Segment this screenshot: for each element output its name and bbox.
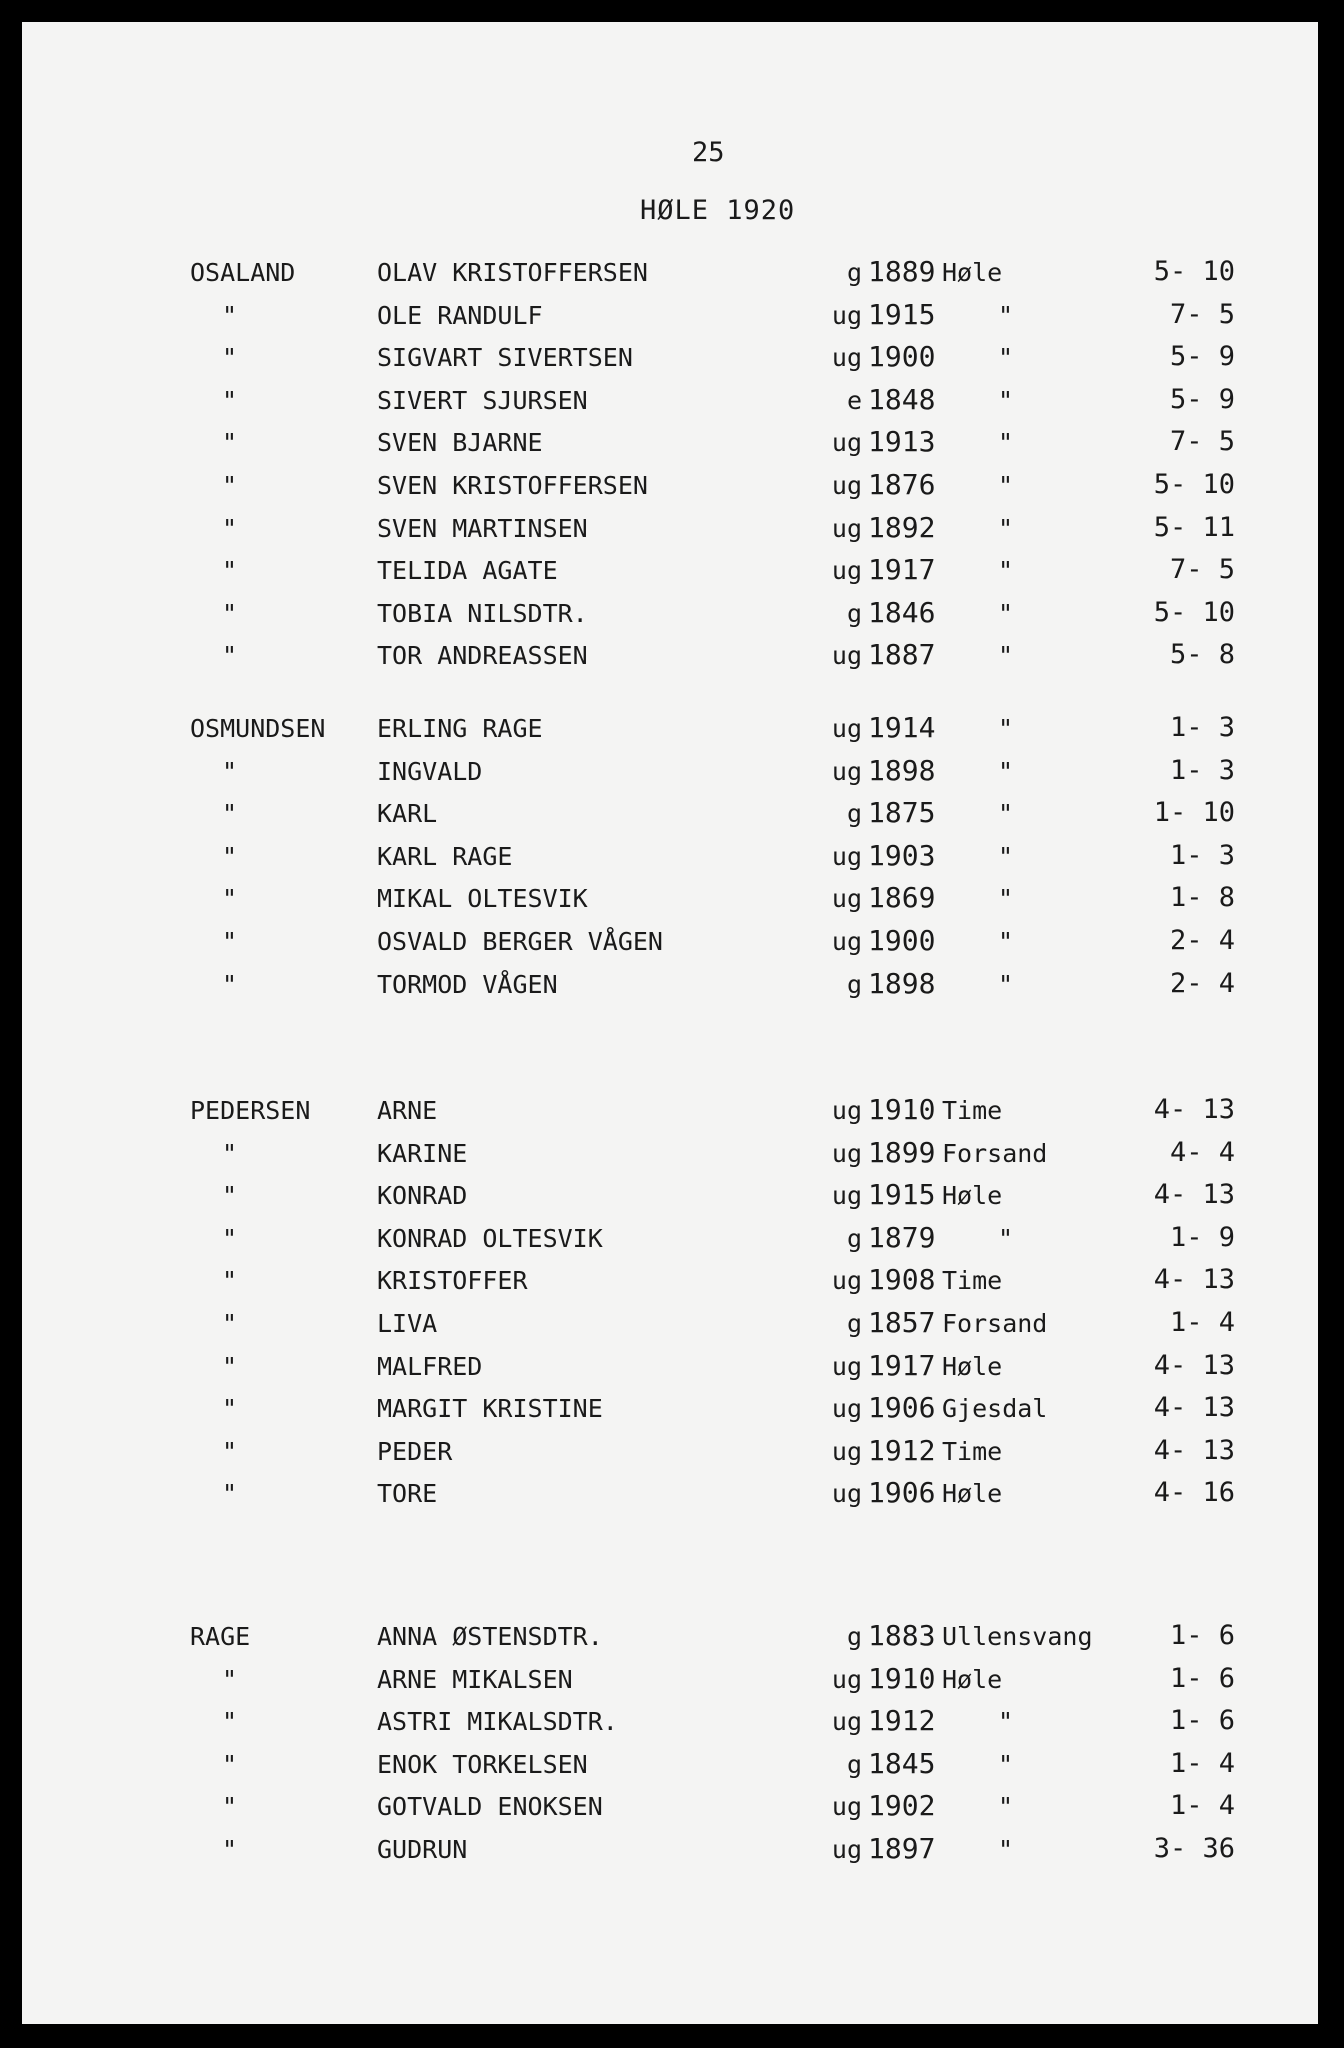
given-name-cell: INGVALD <box>377 756 483 786</box>
given-name-cell: OSVALD BERGER VÅGEN <box>377 926 663 956</box>
birthplace-cell: Høle <box>942 1479 1003 1509</box>
birthplace-cell: Høle <box>942 1664 1003 1694</box>
birth-year-cell: 1917 <box>868 553 936 587</box>
birthplace-cell: Gjesdal <box>942 1394 1048 1424</box>
farm-number-cell: 1- 3 <box>1169 712 1235 743</box>
table-row <box>22 378 1318 421</box>
surname-cell: " <box>222 428 238 458</box>
marital-status-cell: ug <box>831 513 862 543</box>
table-row <box>22 706 1318 749</box>
birthplace-cell: " <box>998 1834 1014 1864</box>
given-name-cell: SIGVART SIVERTSEN <box>377 343 633 373</box>
marital-status-cell: g <box>846 969 862 999</box>
birth-year-cell: 1848 <box>868 382 936 416</box>
birthplace-cell: " <box>998 1749 1014 1779</box>
surname-cell: " <box>222 1707 238 1737</box>
marital-status-cell: g <box>846 598 862 628</box>
birth-year-cell: 1898 <box>868 753 936 787</box>
table-row <box>22 1471 1318 1514</box>
birth-year-cell: 1875 <box>868 796 936 830</box>
table-row <box>22 250 1318 293</box>
surname-cell: " <box>222 1266 238 1296</box>
table-row <box>22 1827 1318 1870</box>
marital-status-cell: ug <box>831 756 862 786</box>
given-name-cell: SVEN MARTINSEN <box>377 513 588 543</box>
surname-cell: " <box>222 1749 238 1779</box>
farm-number-cell: 7- 5 <box>1169 554 1235 586</box>
marital-status-cell: g <box>846 1308 862 1338</box>
table-row <box>22 1216 1318 1259</box>
table-row <box>22 919 1318 962</box>
marital-status-cell: ug <box>831 1834 862 1864</box>
farm-number-cell: 2- 4 <box>1169 924 1235 956</box>
farm-number-cell: 1- 9 <box>1169 1221 1235 1253</box>
birth-year-cell: 1912 <box>868 1704 936 1738</box>
given-name-cell: TELIDA AGATE <box>377 556 558 586</box>
farm-number-cell: 4- 13 <box>1153 1434 1235 1466</box>
surname-cell: " <box>222 799 238 829</box>
marital-status-cell: ug <box>831 1479 862 1509</box>
farm-number-cell: 1- 4 <box>1169 1306 1235 1338</box>
marital-status-cell: g <box>846 258 862 287</box>
birthplace-cell: " <box>998 556 1014 586</box>
marital-status-cell: ug <box>831 714 862 743</box>
birth-year-cell: 1898 <box>868 966 936 1000</box>
birth-year-cell: 1897 <box>868 1831 936 1865</box>
marital-status-cell: ug <box>831 841 862 871</box>
marital-status-cell: ug <box>831 1096 862 1125</box>
marital-status-cell: ug <box>831 1351 862 1381</box>
birthplace-cell: Høle <box>942 1181 1003 1211</box>
birthplace-cell: " <box>998 969 1014 999</box>
given-name-cell: TOR ANDREASSEN <box>377 641 588 671</box>
birth-year-cell: 1900 <box>868 340 936 374</box>
birthplace-cell: " <box>998 926 1014 956</box>
surname-cell: " <box>222 513 238 543</box>
birth-year-cell: 1906 <box>868 1476 936 1510</box>
farm-number-cell: 5- 10 <box>1153 468 1235 500</box>
birth-year-cell: 1900 <box>868 923 936 957</box>
birthplace-cell: " <box>998 598 1014 628</box>
birth-year-cell: 1889 <box>868 255 936 288</box>
marital-status-cell: g <box>846 1622 862 1651</box>
farm-number-cell: 2- 4 <box>1169 967 1235 999</box>
marital-status-cell: ug <box>831 884 862 914</box>
marital-status-cell: ug <box>831 1707 862 1737</box>
table-row <box>22 1088 1318 1131</box>
birthplace-cell: " <box>998 470 1014 500</box>
table-row <box>22 1301 1318 1344</box>
table-row <box>22 463 1318 506</box>
farm-number-cell: 1- 4 <box>1169 1747 1235 1779</box>
given-name-cell: MIKAL OLTESVIK <box>377 884 588 914</box>
table-row <box>22 1131 1318 1174</box>
given-name-cell: KRISTOFFER <box>377 1266 528 1296</box>
surname-group-osmundsen <box>22 706 1318 1004</box>
surname-cell: " <box>222 300 238 330</box>
given-name-cell: KARL <box>377 799 438 829</box>
marital-status-cell: g <box>846 1749 862 1779</box>
birth-year-cell: 1910 <box>868 1093 936 1126</box>
farm-number-cell: 5- 9 <box>1169 341 1235 373</box>
given-name-cell: PEDER <box>377 1436 453 1466</box>
surname-cell: " <box>222 470 238 500</box>
given-name-cell: ANNA ØSTENSDTR. <box>377 1622 603 1651</box>
marital-status-cell: ug <box>831 641 862 671</box>
page-title: HØLE 1920 <box>640 195 796 226</box>
marital-status-cell: g <box>846 799 862 829</box>
birth-year-cell: 1887 <box>868 638 936 672</box>
table-row <box>22 1699 1318 1742</box>
surname-cell: OSMUNDSEN <box>190 714 326 743</box>
marital-status-cell: ug <box>831 1792 862 1822</box>
marital-status-cell: ug <box>831 343 862 373</box>
birthplace-cell: " <box>998 714 1014 743</box>
given-name-cell: OLE RANDULF <box>377 300 543 330</box>
birthplace-cell: " <box>998 641 1014 671</box>
given-name-cell: GUDRUN <box>377 1834 468 1864</box>
marital-status-cell: ug <box>831 1436 862 1466</box>
marital-status-cell: ug <box>831 428 862 458</box>
birthplace-cell: Time <box>942 1266 1003 1296</box>
given-name-cell: ARNE MIKALSEN <box>377 1664 573 1694</box>
birthplace-cell: " <box>998 884 1014 914</box>
marital-status-cell: ug <box>831 1138 862 1168</box>
farm-number-cell: 5- 9 <box>1169 383 1235 415</box>
surname-cell: " <box>222 1351 238 1381</box>
farm-number-cell: 1- 4 <box>1169 1790 1235 1822</box>
birthplace-cell: " <box>998 300 1014 330</box>
birth-year-cell: 1913 <box>868 425 936 459</box>
birthplace-cell: Høle <box>942 258 1003 287</box>
surname-cell: " <box>222 598 238 628</box>
given-name-cell: ARNE <box>377 1096 438 1125</box>
surname-cell: " <box>222 641 238 671</box>
birth-year-cell: 1915 <box>868 1178 936 1212</box>
table-row <box>22 293 1318 336</box>
table-row <box>22 1614 1318 1657</box>
surname-group-rage <box>22 1614 1318 1870</box>
surname-cell: " <box>222 1223 238 1253</box>
surname-cell: " <box>222 1792 238 1822</box>
given-name-cell: MALFRED <box>377 1351 483 1381</box>
table-row <box>22 1784 1318 1827</box>
surname-cell: RAGE <box>190 1622 251 1651</box>
birth-year-cell: 1857 <box>868 1305 936 1339</box>
farm-number-cell: 1- 8 <box>1169 882 1235 914</box>
given-name-cell: SVEN KRISTOFFERSEN <box>377 470 648 500</box>
birth-year-cell: 1903 <box>868 838 936 872</box>
marital-status-cell: ug <box>831 1266 862 1296</box>
farm-number-cell: 5- 11 <box>1153 511 1235 543</box>
table-row <box>22 1173 1318 1216</box>
surname-cell: " <box>222 969 238 999</box>
farm-number-cell: 1- 6 <box>1169 1662 1235 1694</box>
table-row <box>22 749 1318 792</box>
birthplace-cell: " <box>998 1792 1014 1822</box>
farm-number-cell: 5- 8 <box>1169 639 1235 671</box>
page-number: 25 <box>692 137 725 168</box>
marital-status-cell: ug <box>831 1394 862 1424</box>
document-page <box>22 22 1318 2024</box>
given-name-cell: ENOK TORKELSEN <box>377 1749 588 1779</box>
surname-cell: " <box>222 556 238 586</box>
given-name-cell: OLAV KRISTOFFERSEN <box>377 258 648 287</box>
farm-number-cell: 5- 10 <box>1153 256 1235 287</box>
table-row <box>22 962 1318 1005</box>
farm-number-cell: 4- 13 <box>1153 1349 1235 1381</box>
birth-year-cell: 1914 <box>868 711 936 744</box>
given-name-cell: TORMOD VÅGEN <box>377 969 558 999</box>
table-row <box>22 548 1318 591</box>
surname-cell: " <box>222 1138 238 1168</box>
table-row <box>22 834 1318 877</box>
birth-year-cell: 1910 <box>868 1661 936 1695</box>
given-name-cell: TORE <box>377 1479 438 1509</box>
given-name-cell: ERLING RAGE <box>377 714 543 743</box>
table-row <box>22 506 1318 549</box>
birth-year-cell: 1917 <box>868 1348 936 1382</box>
surname-cell: OSALAND <box>190 258 296 287</box>
farm-number-cell: 4- 13 <box>1153 1094 1235 1125</box>
farm-number-cell: 7- 5 <box>1169 298 1235 330</box>
given-name-cell: KARL RAGE <box>377 841 513 871</box>
surname-cell: " <box>222 756 238 786</box>
table-row <box>22 591 1318 634</box>
table-row <box>22 1657 1318 1700</box>
birth-year-cell: 1912 <box>868 1433 936 1467</box>
given-name-cell: LIVA <box>377 1308 438 1338</box>
given-name-cell: MARGIT KRISTINE <box>377 1394 603 1424</box>
surname-cell: " <box>222 1394 238 1424</box>
birthplace-cell: Høle <box>942 1351 1003 1381</box>
marital-status-cell: ug <box>831 300 862 330</box>
birth-year-cell: 1892 <box>868 510 936 544</box>
surname-cell: " <box>222 343 238 373</box>
table-row <box>22 633 1318 676</box>
farm-number-cell: 1- 3 <box>1169 754 1235 786</box>
table-row <box>22 791 1318 834</box>
given-name-cell: GOTVALD ENOKSEN <box>377 1792 603 1822</box>
surname-cell: " <box>222 841 238 871</box>
surname-group-pedersen <box>22 1088 1318 1514</box>
table-row <box>22 1742 1318 1785</box>
surname-group-osaland <box>22 250 1318 676</box>
marital-status-cell: ug <box>831 556 862 586</box>
table-row <box>22 335 1318 378</box>
farm-number-cell: 1- 6 <box>1169 1705 1235 1737</box>
birth-year-cell: 1846 <box>868 595 936 629</box>
marital-status-cell: ug <box>831 1181 862 1211</box>
birthplace-cell: " <box>998 1707 1014 1737</box>
birthplace-cell: " <box>998 385 1014 415</box>
birth-year-cell: 1915 <box>868 297 936 331</box>
farm-number-cell: 4- 13 <box>1153 1179 1235 1211</box>
birthplace-cell: " <box>998 343 1014 373</box>
birthplace-cell: " <box>998 1223 1014 1253</box>
surname-cell: " <box>222 1834 238 1864</box>
given-name-cell: SVEN BJARNE <box>377 428 543 458</box>
birth-year-cell: 1879 <box>868 1220 936 1254</box>
marital-status-cell: g <box>846 1223 862 1253</box>
farm-number-cell: 7- 5 <box>1169 426 1235 458</box>
table-row <box>22 420 1318 463</box>
surname-cell: " <box>222 1479 238 1509</box>
farm-number-cell: 1- 6 <box>1169 1620 1235 1651</box>
table-row <box>22 876 1318 919</box>
farm-number-cell: 4- 16 <box>1153 1477 1235 1509</box>
birth-year-cell: 1902 <box>868 1789 936 1823</box>
surname-cell: " <box>222 1181 238 1211</box>
marital-status-cell: ug <box>831 926 862 956</box>
birth-year-cell: 1876 <box>868 467 936 501</box>
birth-year-cell: 1908 <box>868 1263 936 1297</box>
surname-cell: PEDERSEN <box>190 1096 311 1125</box>
farm-number-cell: 4- 13 <box>1153 1264 1235 1296</box>
birthplace-cell: Forsand <box>942 1308 1048 1338</box>
surname-cell: " <box>222 884 238 914</box>
birthplace-cell: Ullensvang <box>942 1622 1093 1651</box>
table-row <box>22 1344 1318 1387</box>
given-name-cell: KONRAD OLTESVIK <box>377 1223 603 1253</box>
marital-status-cell: e <box>846 385 862 415</box>
farm-number-cell: 1- 3 <box>1169 839 1235 871</box>
birthplace-cell: " <box>998 756 1014 786</box>
birth-year-cell: 1845 <box>868 1746 936 1780</box>
birthplace-cell: Forsand <box>942 1138 1048 1168</box>
farm-number-cell: 3- 36 <box>1153 1832 1235 1864</box>
farm-number-cell: 4- 13 <box>1153 1392 1235 1424</box>
birthplace-cell: Time <box>942 1436 1003 1466</box>
birthplace-cell: " <box>998 513 1014 543</box>
birthplace-cell: " <box>998 799 1014 829</box>
given-name-cell: KONRAD <box>377 1181 468 1211</box>
given-name-cell: KARINE <box>377 1138 468 1168</box>
surname-cell: " <box>222 1436 238 1466</box>
birth-year-cell: 1869 <box>868 881 936 915</box>
surname-cell: " <box>222 385 238 415</box>
marital-status-cell: ug <box>831 1664 862 1694</box>
birthplace-cell: " <box>998 841 1014 871</box>
farm-number-cell: 1- 10 <box>1153 797 1235 829</box>
marital-status-cell: ug <box>831 470 862 500</box>
table-row <box>22 1386 1318 1429</box>
surname-cell: " <box>222 926 238 956</box>
birth-year-cell: 1906 <box>868 1391 936 1425</box>
farm-number-cell: 5- 10 <box>1153 596 1235 628</box>
surname-cell: " <box>222 1308 238 1338</box>
surname-cell: " <box>222 1664 238 1694</box>
given-name-cell: ASTRI MIKALSDTR. <box>377 1707 618 1737</box>
given-name-cell: SIVERT SJURSEN <box>377 385 588 415</box>
birth-year-cell: 1883 <box>868 1619 936 1652</box>
table-row <box>22 1429 1318 1472</box>
birthplace-cell: Time <box>942 1096 1003 1125</box>
given-name-cell: TOBIA NILSDTR. <box>377 598 588 628</box>
birth-year-cell: 1899 <box>868 1135 936 1169</box>
farm-number-cell: 4- 4 <box>1169 1136 1235 1168</box>
birthplace-cell: " <box>998 428 1014 458</box>
table-row <box>22 1258 1318 1301</box>
